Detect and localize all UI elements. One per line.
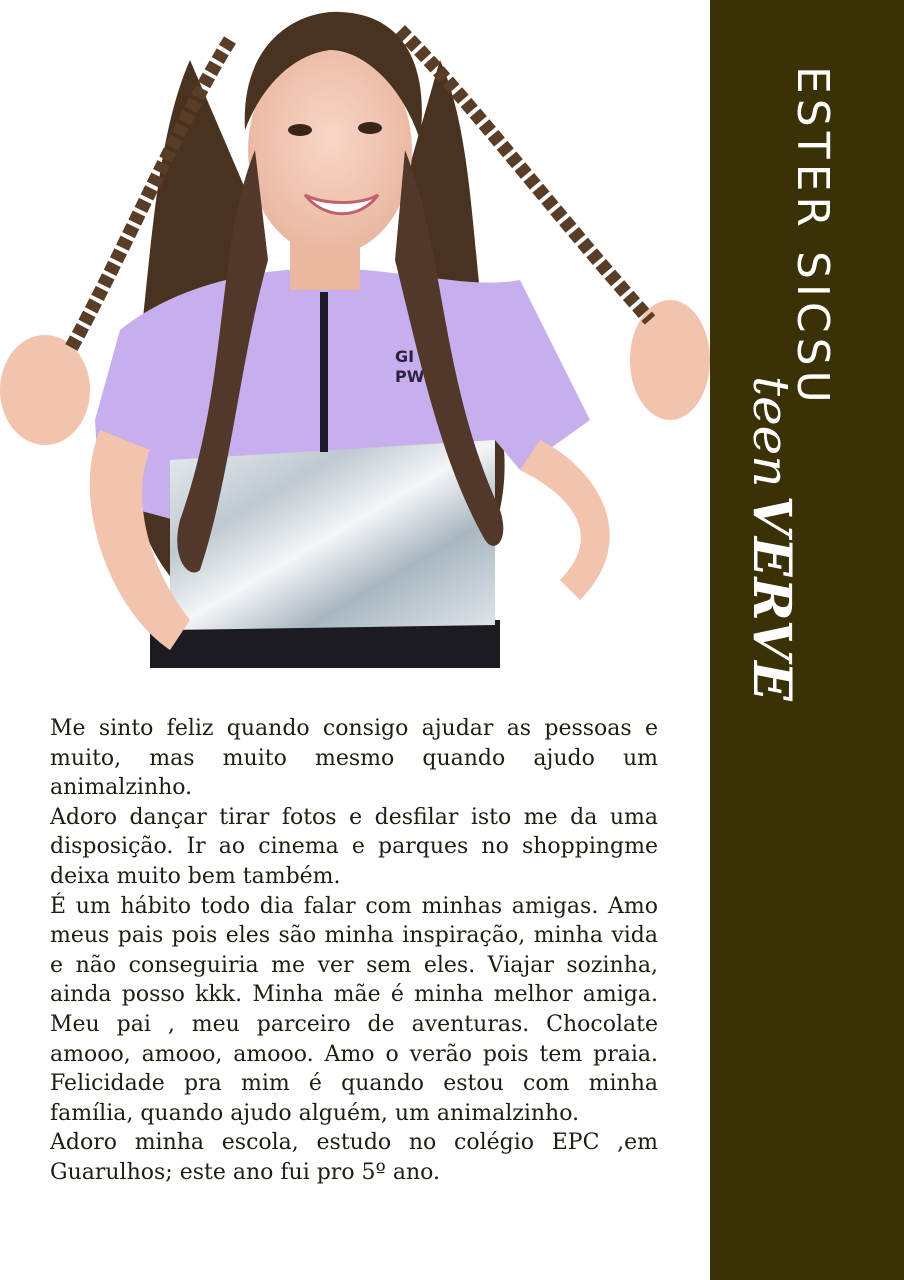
svg-text:GI: GI xyxy=(395,347,415,366)
bio-paragraph: Me sinto feliz quando consigo ajudar as pessoas e muito, mas muito mesmo quando ajudo um animalzinho. xyxy=(50,716,658,801)
brand-logo xyxy=(741,376,802,702)
bio-paragraph: Adoro minha escola, estudo no colégio EPC ,em Guarulhos; este ano fui pro 5º ano. xyxy=(50,1130,658,1185)
svg-text:PW: PW xyxy=(395,367,425,386)
bio-text xyxy=(50,714,658,1188)
bio-paragraph: É um hábito todo dia falar com minhas amigas. Amo meus pais pois eles são minha inspiração, minha vida e não conseguiria me ver sem eles. Viajar sozinha, ainda posso kkk. Minha mãe é minha melhor amiga. Meu pai , meu parceiro de aventuras. Chocolate amooo, amooo, amooo. Amo o verão pois tem praia. Felicidade pra mim é quando estou com minha família, quando ajudo alguém, um animalzinho. xyxy=(50,893,658,1126)
bio-paragraph: Adoro dançar tirar fotos e desfilar isto me da uma disposição. Ir ao cinema e parques no shoppingme deixa muito bem também. xyxy=(50,804,658,889)
person-name: ESTER SICSU xyxy=(787,66,838,408)
brand-prefix: teen xyxy=(742,376,800,488)
brand-name: VERVE xyxy=(741,495,802,702)
